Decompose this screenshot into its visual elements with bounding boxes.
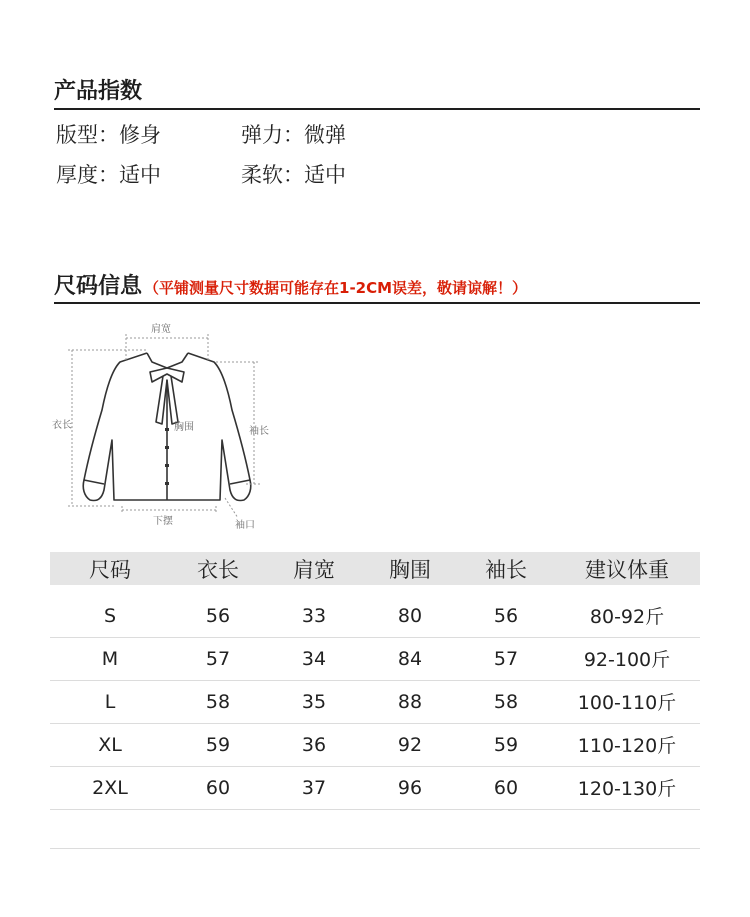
size-info-note: （平铺测量尺寸数据可能存在1-2CM误差，敬请谅解！） [144, 279, 528, 297]
cell-size: M [50, 637, 170, 680]
product-index-title [54, 79, 142, 105]
shirt-illustration [83, 353, 251, 501]
cell-weight: 110-120斤 [554, 723, 700, 766]
table-row [50, 637, 700, 680]
table-row [50, 766, 700, 809]
attr-fit [56, 122, 161, 148]
cell-chest: 92 [362, 723, 458, 766]
cell-weight: 80-92斤 [554, 585, 700, 637]
cell-shoulder: 35 [266, 680, 362, 723]
attr-softness-value: 适中 [304, 163, 346, 187]
cell-length: 59 [170, 723, 266, 766]
label-cuff: 袖口 [235, 520, 255, 531]
cell-length: 60 [170, 766, 266, 809]
size-info-title-text: 尺码信息 [54, 274, 143, 299]
cell-weight: 100-110斤 [554, 680, 700, 723]
header-weight: 建议体重 [554, 552, 700, 585]
cell-length: 56 [170, 585, 266, 637]
attr-thickness [56, 162, 161, 188]
size-info-rule [54, 302, 700, 304]
attr-fit-label: 版型： [56, 123, 119, 147]
cell-weight: 92-100斤 [554, 637, 700, 680]
cell-shoulder: 33 [266, 585, 362, 637]
cell-length: 58 [170, 680, 266, 723]
label-shoulder: 肩宽 [151, 324, 171, 335]
cell-sleeve: 56 [458, 585, 554, 637]
attr-elasticity-value: 微弹 [304, 123, 346, 147]
header-sleeve: 袖长 [458, 552, 554, 585]
attr-fit-value: 修身 [119, 123, 161, 147]
size-table [50, 552, 700, 810]
table-row [50, 723, 700, 766]
header-size: 尺码 [50, 552, 170, 585]
cell-weight: 120-130斤 [554, 766, 700, 809]
cell-size: 2XL [50, 766, 170, 809]
cell-chest: 96 [362, 766, 458, 809]
cell-sleeve: 59 [458, 723, 554, 766]
size-table-header [50, 552, 700, 585]
attr-elasticity [241, 122, 346, 148]
cell-sleeve: 60 [458, 766, 554, 809]
cell-chest: 84 [362, 637, 458, 680]
attr-elasticity-label: 弹力： [241, 123, 304, 147]
header-length: 衣长 [170, 552, 266, 585]
attr-thickness-value: 适中 [119, 163, 161, 187]
cell-chest: 88 [362, 680, 458, 723]
attr-softness-label: 柔软： [241, 163, 304, 187]
cell-length: 57 [170, 637, 266, 680]
attr-softness [241, 162, 346, 188]
cell-shoulder: 34 [266, 637, 362, 680]
header-chest: 胸围 [362, 552, 458, 585]
cell-size: S [50, 585, 170, 637]
cell-sleeve: 57 [458, 637, 554, 680]
cell-sleeve: 58 [458, 680, 554, 723]
cell-shoulder: 37 [266, 766, 362, 809]
bottom-divider [50, 848, 700, 849]
attr-thickness-label: 厚度： [56, 163, 119, 187]
cell-shoulder: 36 [266, 723, 362, 766]
header-shoulder: 肩宽 [266, 552, 362, 585]
cell-size: XL [50, 723, 170, 766]
cell-chest: 80 [362, 585, 458, 637]
product-index-rule [54, 108, 700, 110]
table-row [50, 585, 700, 637]
size-info-title [54, 274, 527, 301]
label-chest: 胸围 [174, 422, 194, 433]
measurement-diagram [40, 310, 290, 540]
label-sleeve: 袖长 [249, 426, 269, 437]
cell-size: L [50, 680, 170, 723]
table-row [50, 680, 700, 723]
label-hem: 下摆 [153, 516, 173, 527]
label-length: 衣长 [52, 420, 72, 431]
product-index-title-text: 产品指数 [54, 79, 143, 104]
